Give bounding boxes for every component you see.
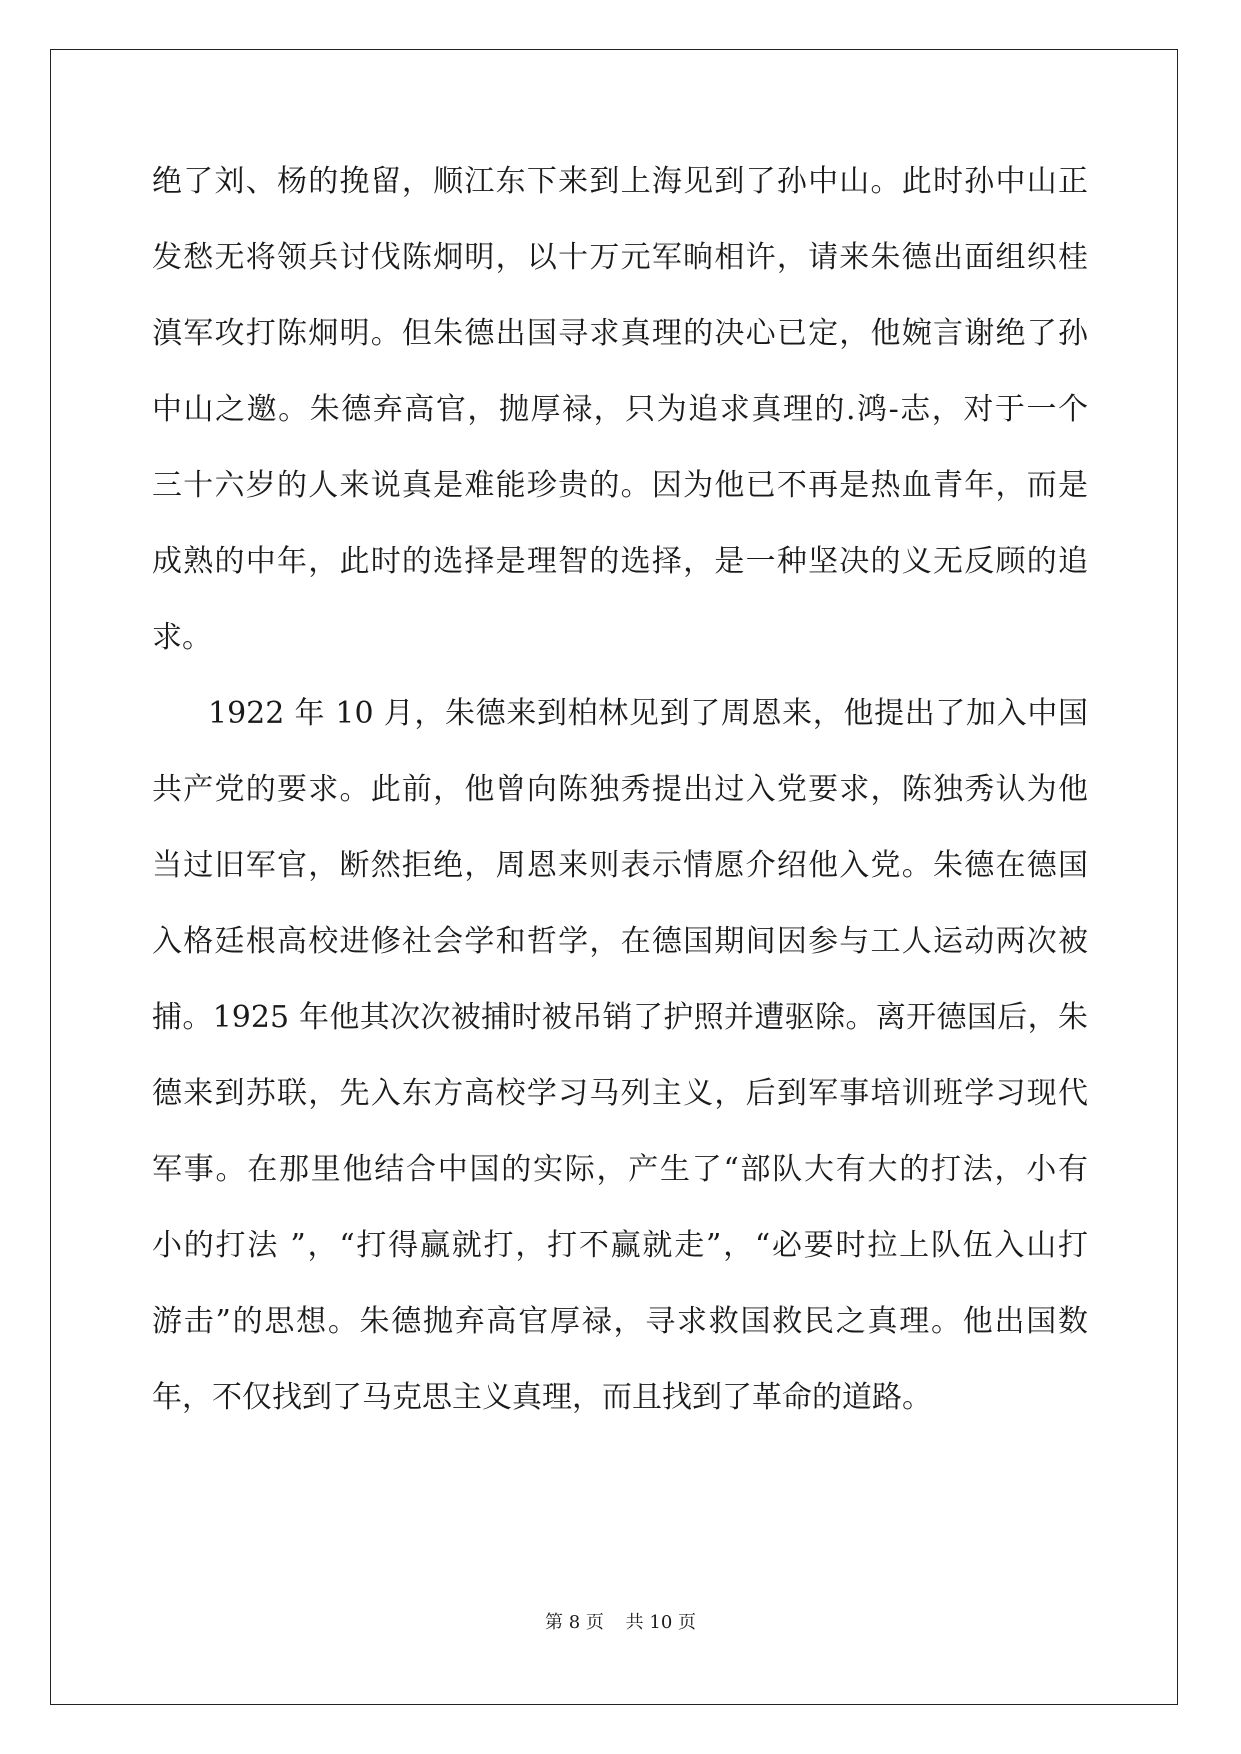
paragraph-1 [152, 152, 1088, 684]
text-line: 军事。在那里他结合中国的实际，产生了“部队大有大的打法，小有 [152, 1152, 1088, 1187]
text-line: 求。 [152, 620, 212, 655]
paragraph-2 [152, 684, 1088, 1444]
text-line: 成熟的中年，此时的选择是理智的选择，是一种坚决的义无反顾的追 [152, 544, 1088, 579]
text-line: 绝了刘、杨的挽留，顺江东下来到上海见到了孙中山。此时孙中山正 [152, 164, 1088, 199]
text-line: 捕。1925 年他其次次被捕时被吊销了护照并遭驱除。离开德国后，朱 [152, 1000, 1088, 1035]
text-line: 发愁无将领兵讨伐陈炯明，以十万元军晌相许，请来朱德出面组织桂 [152, 240, 1088, 275]
text-line: 德来到苏联，先入东方高校学习马列主义，后到军事培训班学习现代 [152, 1076, 1088, 1111]
text-line: 中山之邀。朱德弃高官，抛厚禄，只为追求真理的.鸿-志，对于一个 [152, 392, 1088, 427]
text-line: 小的打法 ”，“打得赢就打，打不赢就走”，“必要时拉上队伍入山打 [152, 1228, 1088, 1263]
text-line: 入格廷根高校进修社会学和哲学，在德国期间因参与工人运动两次被 [152, 924, 1088, 959]
text-line: 当过旧军官，断然拒绝，周恩来则表示情愿介绍他入党。朱德在德国 [152, 848, 1088, 883]
text-line: 1922 年 10 月，朱德来到柏林见到了周恩来，他提出了加入中国 [208, 696, 1088, 731]
page-number: 第 8 页 [545, 1612, 604, 1633]
text-line: 三十六岁的人来说真是难能珍贵的。因为他已不再是热血青年，而是 [152, 468, 1088, 503]
page-footer [0, 1608, 1241, 1634]
text-line: 共产党的要求。此前，他曾向陈独秀提出过入党要求，陈独秀认为他 [152, 772, 1088, 807]
text-line: 年，不仅找到了马克思主义真理，而且找到了革命的道路。 [152, 1380, 932, 1415]
document-body [152, 152, 1088, 1444]
page-total: 共 10 页 [625, 1612, 696, 1633]
text-line: 游击”的思想。朱德抛弃高官厚禄，寻求救国救民之真理。他出国数 [152, 1304, 1088, 1339]
text-line: 滇军攻打陈炯明。但朱德出国寻求真理的决心已定，他婉言谢绝了孙 [152, 316, 1088, 351]
